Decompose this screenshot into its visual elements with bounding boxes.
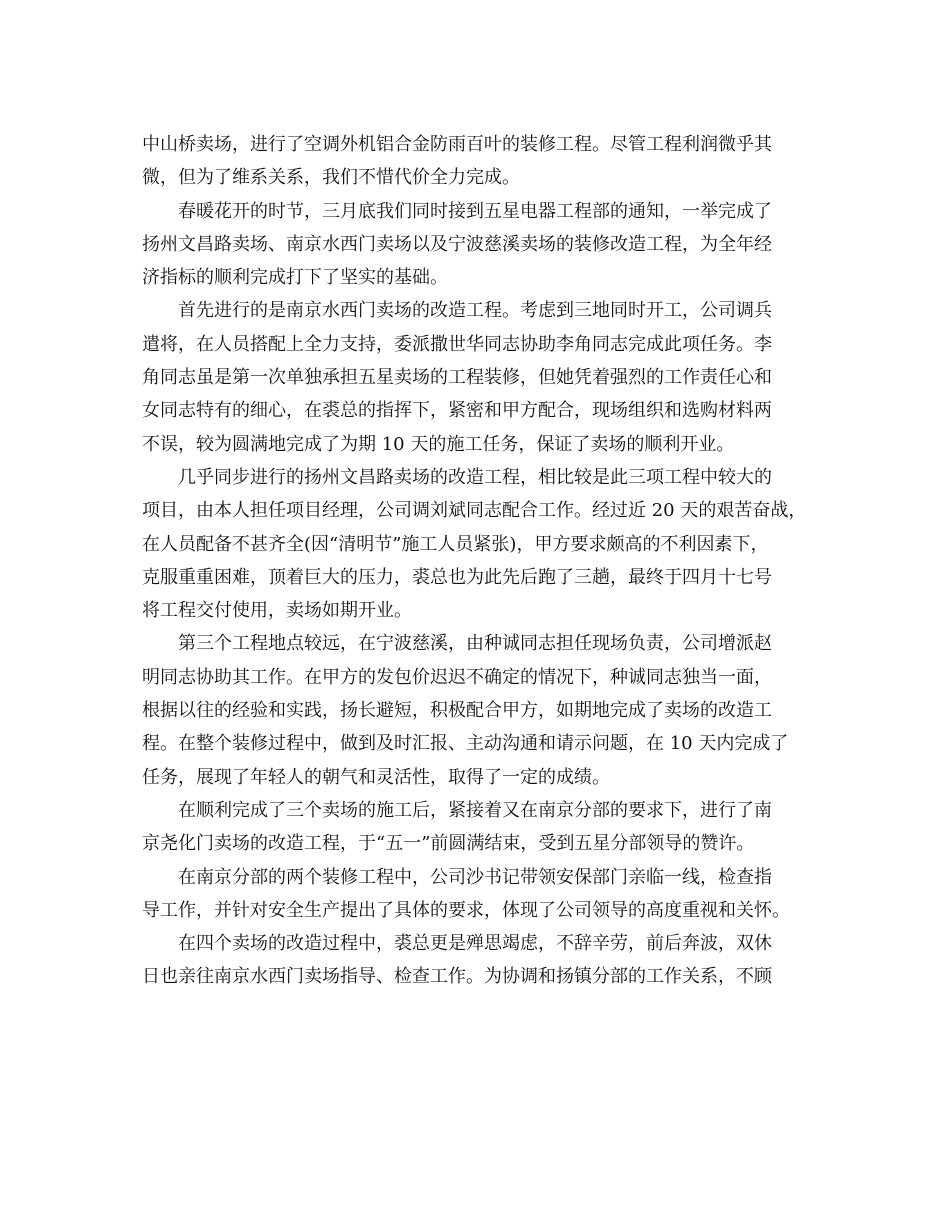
text-line: 遣将，在人员搭配上全力支持，委派撒世华同志协助李角同志完成此项任务。李: [142, 333, 772, 355]
text-line: 明同志协助其工作。在甲方的发包价迟迟不确定的情况下，种诚同志独当一面，: [142, 666, 772, 688]
paragraph: [142, 794, 810, 861]
text-line: 在南京分部的两个装修工程中，公司沙书记带领安保部门亲临一线，检查指: [178, 866, 772, 888]
text-line: 京尧化门卖场的改造工程，于“五一”前圆满结束，受到五星分部领导的赞许。: [142, 833, 755, 855]
text-line: 项目，由本人担任项目经理，公司调刘斌同志配合工作。经过近 20 天的艰苦奋战，: [142, 500, 807, 522]
text-line: 首先进行的是南京水西门卖场的改造工程。考虑到三地同时开工，公司调兵: [178, 300, 772, 322]
document-body: [142, 128, 810, 994]
text-line: 扬州文昌路卖场、南京水西门卖场以及宁波慈溪卖场的装修改造工程，为全年经: [142, 233, 772, 255]
text-line: 微，但为了维系关系，我们不惜代价全力完成。: [142, 167, 520, 189]
paragraph: [142, 861, 810, 928]
text-line: 将工程交付使用，卖场如期开业。: [142, 600, 412, 622]
text-line: 春暖花开的时节，三月底我们同时接到五星电器工程部的通知，一举完成了: [178, 200, 772, 222]
text-line: 中山桥卖场，进行了空调外机铝合金防雨百叶的装修工程。尽管工程利润微乎其: [142, 134, 772, 155]
text-line: 几乎同步进行的扬州文昌路卖场的改造工程，相比较是此三项工程中较大的: [178, 466, 772, 488]
text-line: 任务，展现了年轻人的朝气和灵活性，取得了一定的成绩。: [142, 766, 610, 788]
paragraph: [142, 195, 810, 295]
text-line: 导工作，并针对安全生产提出了具体的要求，体现了公司领导的高度重视和关怀。: [142, 899, 790, 921]
text-line: 第三个工程地点较远，在宁波慈溪，由种诚同志担任现场负责，公司增派赵: [178, 633, 772, 655]
paragraph: [142, 461, 810, 627]
text-line: 在四个卖场的改造过程中，裘总更是殚思竭虑，不辞辛劳，前后奔波，双休: [178, 933, 772, 955]
text-line: 在人员配备不甚齐全(因“清明节”施工人员紧张)，甲方要求颇高的不利因素下，: [142, 533, 769, 555]
paragraph: [142, 927, 810, 994]
paragraph: [142, 627, 810, 793]
text-line: 角同志虽是第一次单独承担五星卖场的工程装修，但她凭着强烈的工作责任心和: [142, 367, 772, 389]
text-line: 根据以往的经验和实践，扬长避短，积极配合甲方，如期地完成了卖场的改造工: [142, 700, 772, 722]
text-line: 济指标的顺利完成打下了坚实的基础。: [142, 267, 448, 289]
paragraph: [142, 294, 810, 460]
text-line: 克服重重困难，顶着巨大的压力，裘总也为此先后跑了三趟，最终于四月十七号: [142, 566, 772, 588]
text-line: 女同志特有的细心，在裘总的指挥下，紧密和甲方配合，现场组织和选购材料两: [142, 400, 772, 422]
paragraph: [142, 128, 810, 195]
text-line: 程。在整个装修过程中，做到及时汇报、主动沟通和请示问题，在 10 天内完成了: [142, 733, 789, 755]
text-line: 日也亲往南京水西门卖场指导、检查工作。为协调和扬镇分部的工作关系，不顾: [142, 966, 772, 988]
text-line: 不误，较为圆满地完成了为期 10 天的施工任务，保证了卖场的顺利开业。: [142, 433, 735, 455]
text-line: 在顺利完成了三个卖场的施工后，紧接着又在南京分部的要求下，进行了南: [178, 799, 772, 821]
